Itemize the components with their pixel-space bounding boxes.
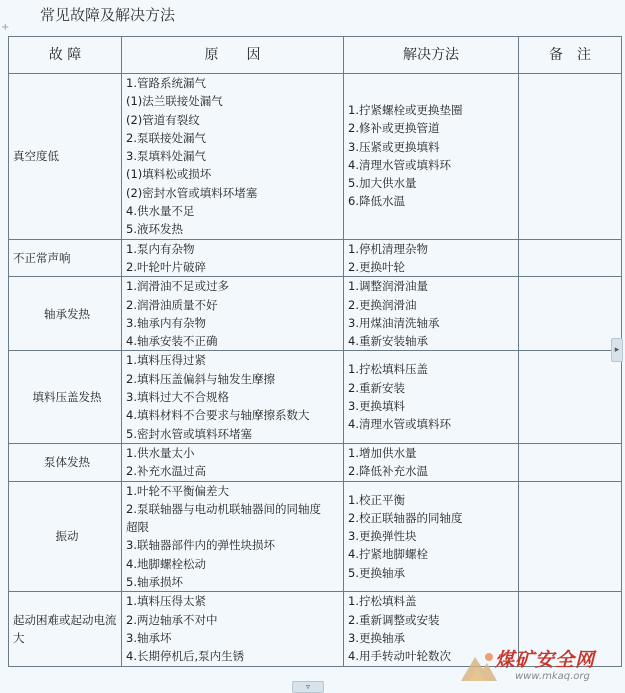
corner-marker: +: [1, 22, 10, 33]
side-expand-handle[interactable]: ▸: [611, 338, 623, 362]
cause-line: 2.填料压盖偏斜与轴发生摩擦: [126, 371, 275, 386]
remark-cell: [519, 351, 622, 443]
remark-cell: [519, 239, 622, 277]
remark-cell: [519, 277, 622, 351]
cause-cell: [122, 239, 344, 277]
solution-line: 6.降低水温: [348, 194, 405, 209]
cause-line: 2.两边轴承不对中: [126, 612, 218, 627]
cause-cell: [122, 481, 344, 592]
cause-line: 3.填料过大不合规格: [126, 390, 229, 405]
solution-cell: [344, 74, 519, 240]
solution-line: 1.停机清理杂物: [348, 241, 428, 256]
cause-line: (1)法兰联接处漏气: [126, 94, 223, 109]
solution-line: 3.压紧或更换填料: [348, 139, 440, 154]
solution-line: 3.用煤油清洗轴承: [348, 315, 440, 330]
page-title: 常见故障及解决方法: [40, 6, 176, 24]
cause-line: (2)密封水管或填料环堵塞: [126, 185, 258, 200]
solution-cell: [344, 481, 519, 592]
solution-line: 2.降低补充水温: [348, 464, 428, 479]
fault-cell: 不正常声响: [9, 239, 122, 277]
cause-line: 1.管路系统漏气: [126, 76, 206, 90]
cause-line: (1)填料松或损坏: [126, 167, 212, 182]
solution-line: 4.清理水管或填料环: [348, 157, 451, 172]
header-cause: 原 因: [122, 37, 344, 74]
cause-cell: [122, 74, 344, 240]
solution-line: 1.调整润滑油量: [348, 279, 428, 294]
table-row: [9, 74, 622, 240]
solution-line: 1.校正平衡: [348, 492, 405, 507]
cause-line: 1.供水量太小: [126, 445, 195, 460]
cause-line: 2.补充水温过高: [126, 464, 206, 479]
fault-cell: 真空度低: [9, 74, 122, 240]
solution-line: 1.拧紧螺栓或更换垫圈: [348, 103, 463, 117]
cause-line: 1.润滑油不足或过多: [126, 279, 229, 294]
solution-line: 2.修补或更换管道: [348, 121, 440, 136]
cause-line: 4.轴承安装不正确: [126, 334, 218, 349]
solution-line: 2.更换润滑油: [348, 297, 417, 312]
solution-line: 4.重新安装轴承: [348, 334, 428, 349]
solution-line: 2.重新调整或安装: [348, 612, 440, 627]
table-header-row: [9, 37, 622, 74]
solution-cell: [344, 443, 519, 481]
cause-line: 2.泵联接处漏气: [126, 130, 206, 145]
cause-line: 超限: [126, 520, 149, 535]
remark-cell: [519, 481, 622, 592]
cause-line: 5.密封水管或填料环堵塞: [126, 426, 252, 441]
solution-line: 5.更换轴承: [348, 565, 405, 580]
cause-line: 5.轴承损坏: [126, 575, 183, 590]
cause-line: 4.供水量不足: [126, 204, 195, 219]
table-row: [9, 351, 622, 443]
fault-cell: 轴承发热: [9, 277, 122, 351]
table-row: [9, 481, 622, 592]
fault-cell: 振动: [9, 481, 122, 592]
solution-line: 2.校正联轴器的同轴度: [348, 510, 463, 525]
cause-line: 1.填料压得过紧: [126, 353, 206, 368]
solution-line: 3.更换轴承: [348, 630, 405, 645]
cause-line: 3.轴承坏: [126, 630, 172, 645]
cause-line: 1.叶轮不平衡偏差大: [126, 483, 229, 498]
solution-cell: [344, 239, 519, 277]
solution-line: 3.更换弹性块: [348, 529, 417, 544]
remark-cell: [519, 74, 622, 240]
cause-line: 2.叶轮叶片破碎: [126, 259, 206, 274]
cause-line: 2.润滑油质量不好: [126, 297, 218, 312]
fault-cell: 泵体发热: [9, 443, 122, 481]
header-fault: 故 障: [9, 37, 122, 74]
solution-cell: [344, 351, 519, 443]
troubleshooting-table: [8, 36, 622, 667]
cause-line: 5.液环发热: [126, 222, 183, 237]
cause-line: 4.填料材料不合要求与轴摩擦系数大: [126, 408, 310, 423]
cause-line: (2)管道有裂纹: [126, 112, 200, 127]
bottom-expand-handle[interactable]: ▿: [292, 681, 324, 693]
solution-line: 1.拧松填料盖: [348, 594, 417, 609]
solution-line: 4.清理水管或填料环: [348, 417, 451, 432]
solution-line: 2.重新安装: [348, 380, 405, 395]
solution-line: 1.拧松填料压盖: [348, 362, 428, 377]
watermark-name: 煤矿安全网: [495, 649, 596, 671]
mountain-logo-icon: [459, 647, 499, 687]
cause-cell: [122, 277, 344, 351]
solution-line: 3.更换填料: [348, 399, 405, 414]
solution-line: 2.更换叶轮: [348, 259, 405, 274]
cause-cell: [122, 351, 344, 443]
cause-line: 3.联轴器部件内的弹性块损坏: [126, 538, 275, 553]
table-row: [9, 277, 622, 351]
cause-line: 2.泵联轴器与电动机联轴器间的同轴度: [126, 501, 321, 516]
solution-line: 5.加大供水量: [348, 176, 417, 191]
watermark-url: www.mkaq.org: [515, 671, 590, 682]
solution-line: 4.拧紧地脚螺栓: [348, 547, 428, 562]
cause-line: 4.地脚螺栓松动: [126, 556, 206, 571]
cause-line: 3.泵填料处漏气: [126, 149, 206, 164]
fault-cell: 起动困难或起动电流大: [9, 592, 122, 666]
cause-cell: [122, 592, 344, 666]
header-remark: 备 注: [519, 37, 622, 74]
header-solution: 解决方法: [344, 37, 519, 74]
fault-cell: 填料压盖发热: [9, 351, 122, 443]
cause-line: 1.泵内有杂物: [126, 241, 195, 256]
cause-line: 3.轴承内有杂物: [126, 315, 206, 330]
solution-line: 1.增加供水量: [348, 445, 417, 460]
solution-line: 4.用手转动叶轮数次: [348, 649, 451, 664]
cause-line: 1.填料压得太紧: [126, 594, 206, 609]
cause-line: 4.长期停机后,泵内生锈: [126, 649, 245, 664]
table-row: [9, 443, 622, 481]
solution-cell: [344, 277, 519, 351]
remark-cell: [519, 443, 622, 481]
table-row: [9, 239, 622, 277]
watermark-logo: [459, 643, 617, 689]
cause-cell: [122, 443, 344, 481]
